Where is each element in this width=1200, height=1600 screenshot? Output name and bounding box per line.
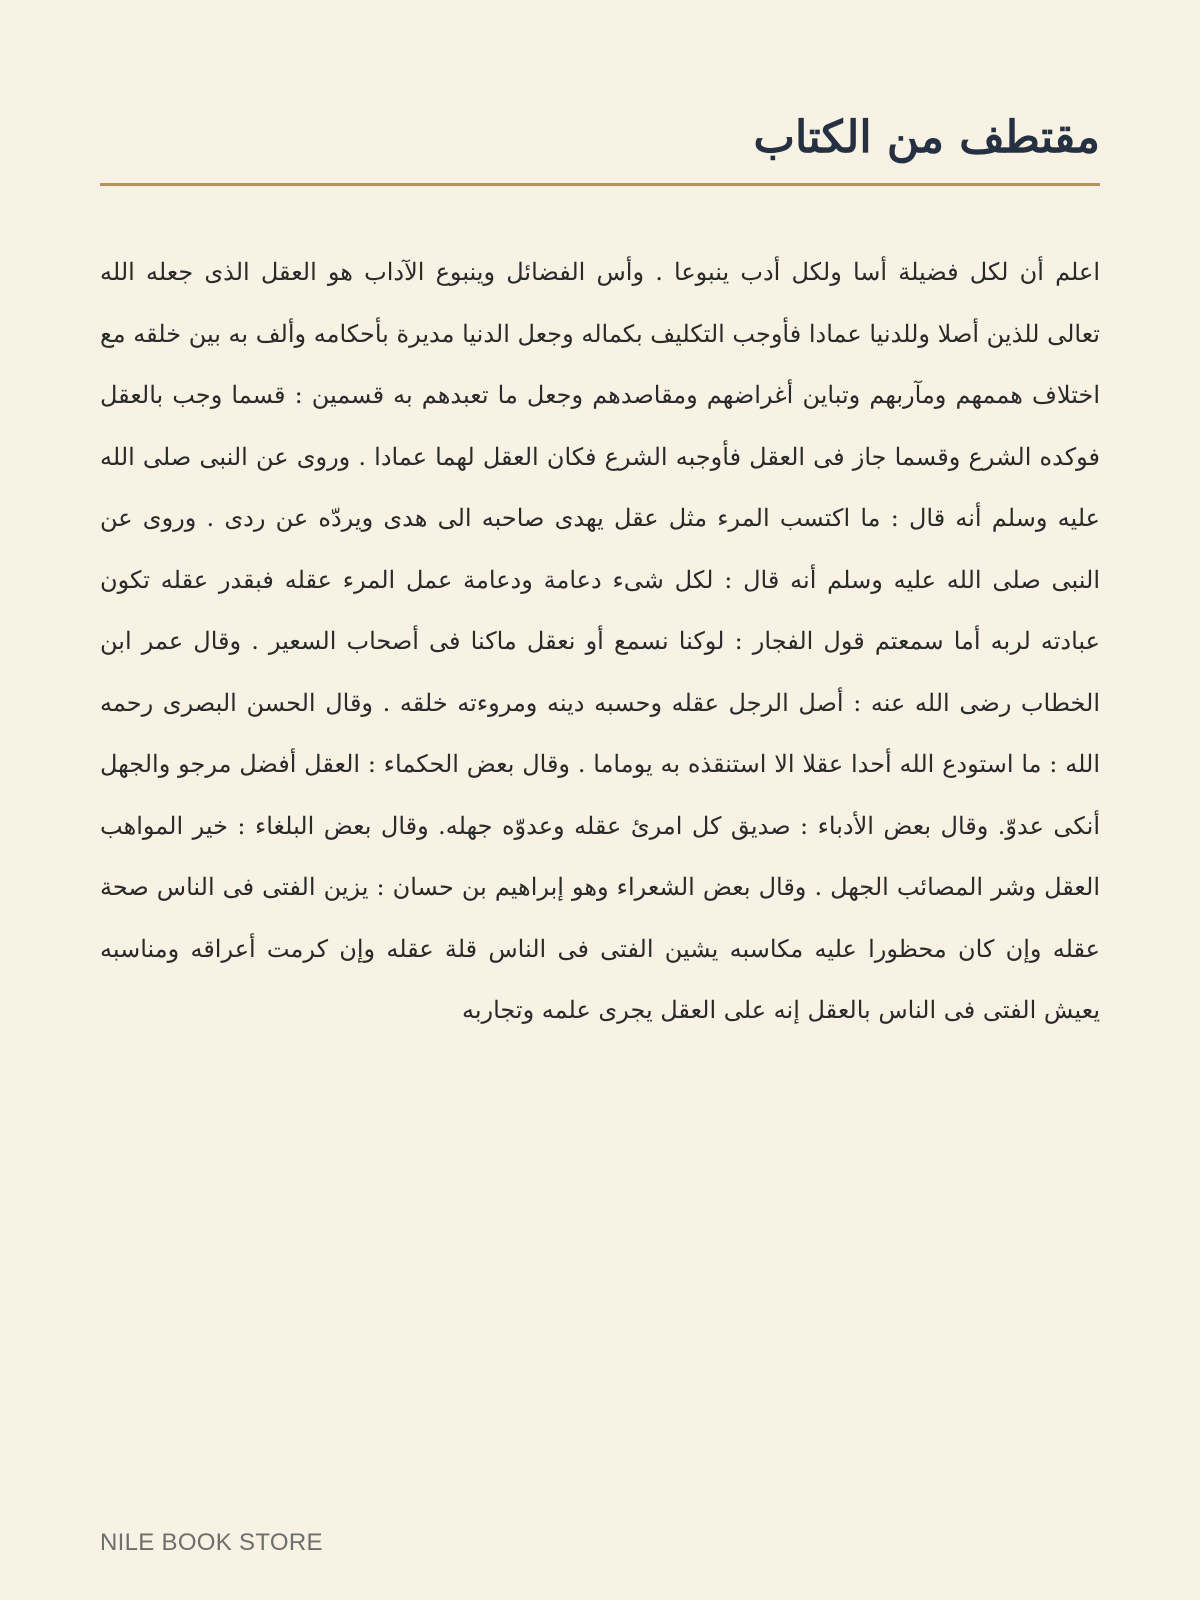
- page-title: مقتطف من الكتاب: [753, 112, 1100, 163]
- publisher-footer: NILE BOOK STORE: [100, 1529, 323, 1556]
- title-divider: [100, 183, 1100, 186]
- excerpt-paragraph: اعلم أن لكل فضيلة أسا ولكل أدب ينبوعا . وأس الفضائل وينبوع الآداب هو العقل الذى جعله الله تعالى للذين أصلا وللدنيا عمادا فأوجب التكليف بكماله وجعل الدنيا مديرة بأحكامه وألف به بين خلقه مع اختلاف هممهم ومآربهم وتباين أغراضهم ومقاصدهم وجعل ما تعبدهم به قسمين : قسما وجب بالعقل فوكده الشرع وقسما جاز فى العقل فأوجبه الشرع فكان العقل لهما عمادا . وروى عن النبى صلى الله عليه وسلم أنه قال : ما اكتسب المرء مثل عقل يهدى صاحبه الى هدى ويردّه عن ردى . وروى عن النبى صلى الله عليه وسلم أنه قال : لكل شىء دعامة ودعامة عمل المرء عقله فبقدر عقله تكون عبادته لربه أما سمعتم قول الفجار : لوكنا نسمع أو نعقل ماكنا فى أصحاب السعير . وقال عمر ابن الخطاب رضى الله عنه : أصل الرجل عقله وحسبه دينه ومروءته خلقه . وقال الحسن البصرى رحمه الله : ما استودع الله أحدا عقلا الا استنقذه به يوماما . وقال بعض الحكماء : العقل أفضل مرجو والجهل أنكى عدوّ. وقال بعض الأدباء : صديق كل امرئ عقله وعدوّه جهله. وقال بعض البلغاء : خير المواهب العقل وشر المصائب الجهل . وقال بعض الشعراء وهو إبراهيم بن حسان : يزين الفتى فى الناس صحة عقله وإن كان محظورا عليه مكاسبه يشين الفتى فى الناس قلة عقله وإن كرمت أعراقه ومناسبه يعيش الفتى فى الناس بالعقل إنه على العقل يجرى علمه وتجاربه: [100, 258, 1100, 1024]
